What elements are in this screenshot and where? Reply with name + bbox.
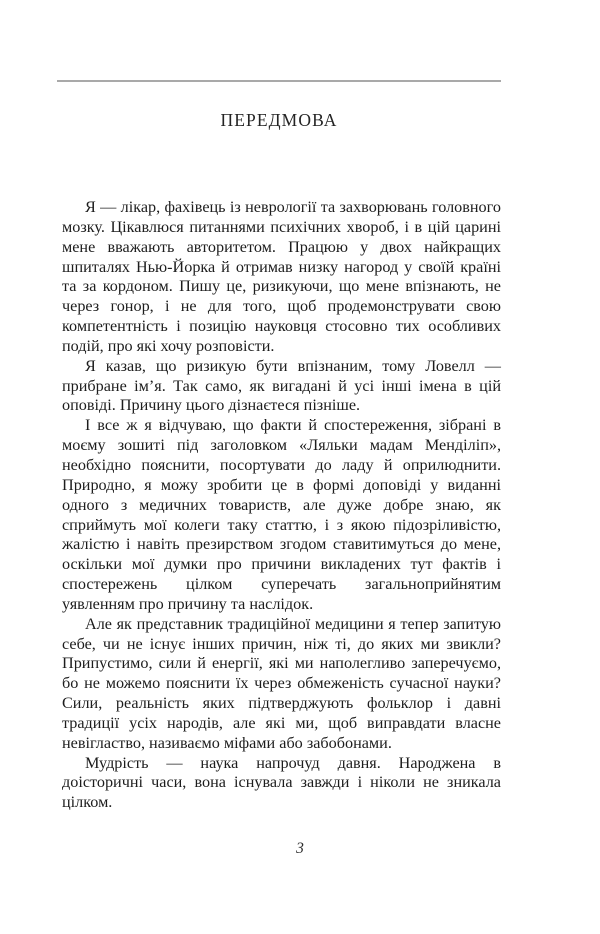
body-text-block [62,198,501,813]
page-title: ПЕРЕДМОВА [220,109,338,130]
paragraph: Але як представник традиційної медицини я тепер запитую себе, чи не існує інших причин, ніж ті, до яких ми звикли? Припустимо, сили й енергії, які ми наполегливо заперечуємо, бо не можемо пояснити їх через обмеженість сучасної науки? Сили, реальність яких підтверджують фольклор і давні традиції усіх народів, але які ми, щоб виправдати власне невігластво, називаємо міфами або забобонами. [62,614,501,752]
paragraph: Мудрість — наука напрочуд давня. Народжена в доісторичні часи, вона існувала завжди і ніколи не зникала цілком. [62,753,501,812]
page-number: 3 [296,840,304,857]
header-divider-rule [57,80,501,82]
paragraph: І все ж я відчуваю, що факти й спостереження, зібрані в моєму зошиті під заголовком «Ляльки мадам Менділіп», необхідно пояснити, посортувати до ладу й оприлюднити. Природно, я можу зробити це в формі доповіді у виданні одного з медичних товариств, але дуже добре знаю, як сприймуть мої колеги таку статтю, і з якою підозріливістю, жалістю і навіть презирством згодом ставитимуться до мене, оскільки мої думки про причини викладених тут фактів і спостережень цілком суперечать загальноприйнятим уявленням про причину та наслідок. [62,416,501,613]
paragraph: Я — лікар, фахівець із неврології та захворювань головного мозку. Цікавлюся питаннями психічних хвороб, і в цій царині мене вважають авторитетом. Працюю у двох найкращих шпиталях Нью-Йорка й отримав низку нагород у своїй країні та за кордоном. Пишу це, ризикуючи, що мене впізнають, не через гонор, і не для того, щоб продемонструвати свою компетентність і позицію науковця стосовно тих особливих подій, про які хочу розповісти. [62,198,501,355]
paragraph: Я казав, що ризикую бути впізнаним, тому Ловелл — прибране ім’я. Так само, як вигадані й усі інші імена в цій оповіді. Причину цього дізнаєтеся пізніше. [62,356,501,415]
